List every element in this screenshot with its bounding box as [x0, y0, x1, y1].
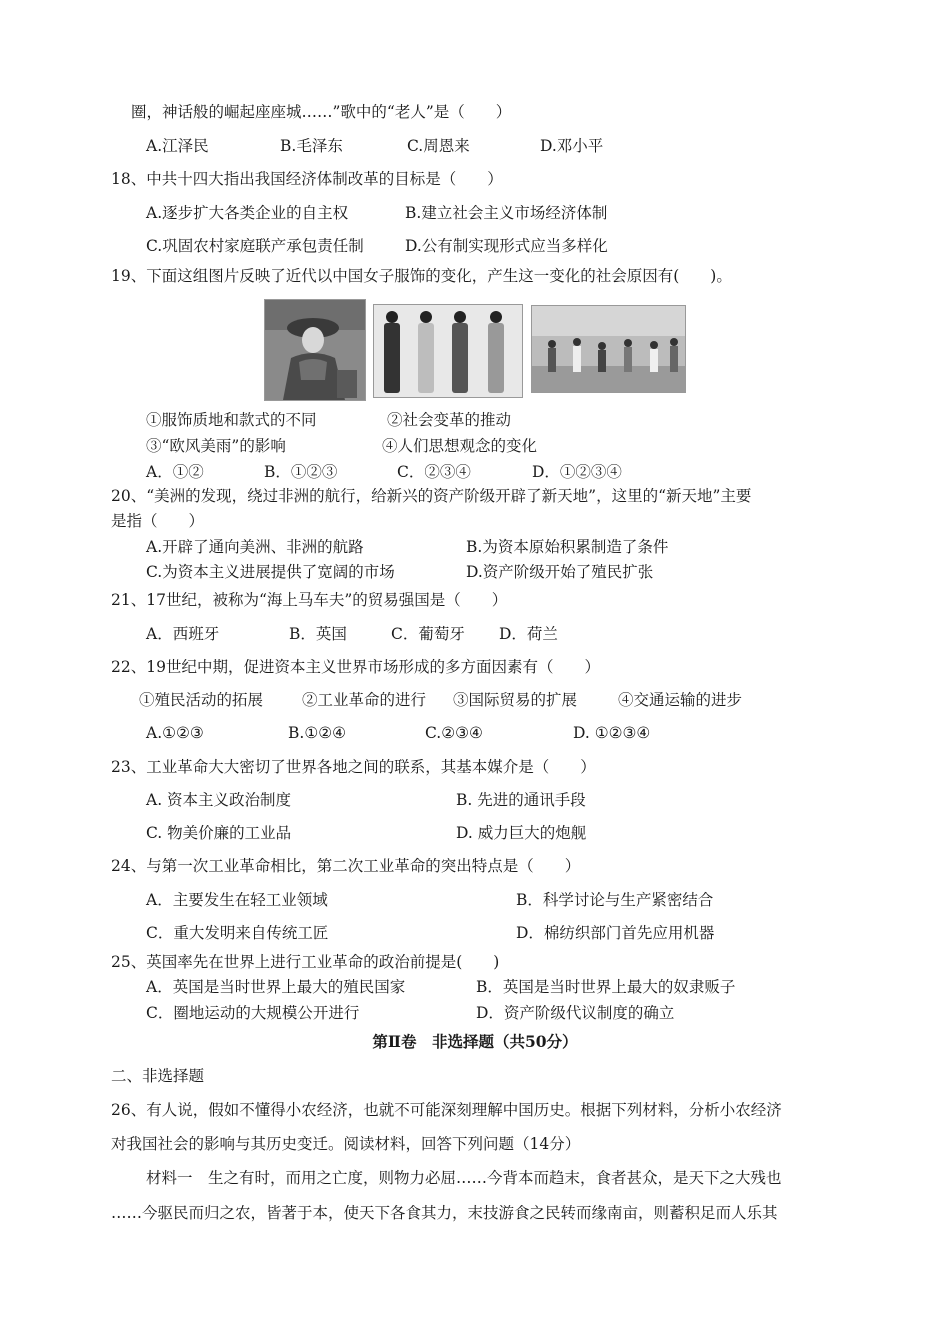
q20-option-a: A.开辟了通向美洲、非洲的航路	[146, 538, 364, 556]
q19-statement-1: ①服饰质地和款式的不同	[146, 411, 317, 429]
q18-option-c: C.巩固农村家庭联产承包责任制	[146, 237, 364, 255]
q22-option-d: D. ①②③④	[573, 724, 651, 742]
q26-material-1-line1: 材料一 生之有时，而用之亡度，则物力必屈……今背本而趋末，食者甚众，是天下之大残也	[146, 1169, 782, 1187]
qing-dynasty-woman-photo	[264, 299, 366, 401]
q25-option-d: D．资产阶级代议制度的确立	[476, 1004, 675, 1022]
section-heading: 二、非选择题	[111, 1067, 205, 1085]
q17-option-d: D.邓小平	[540, 137, 604, 155]
q19-statement-3: ③“欧风美雨”的影响	[146, 437, 286, 455]
q24-option-c: C．重大发明来自传统工匠	[146, 924, 329, 942]
republican-era-women-photo	[373, 304, 523, 398]
q17-option-b: B.毛泽东	[280, 137, 343, 155]
q24-option-b: B．科学讨论与生产紧密结合	[516, 891, 714, 909]
q20-stem-line2: 是指（ ）	[111, 512, 205, 530]
q19-statement-2: ②社会变革的推动	[387, 411, 512, 429]
q19-statement-4: ④人们思想观念的变化	[382, 437, 538, 455]
q24-option-a: A．主要发生在轻工业领域	[146, 891, 328, 909]
q18-stem: 18、中共十四大指出我国经济体制改革的目标是（ ）	[111, 170, 503, 188]
q21-option-b: B．英国	[289, 625, 347, 643]
q25-option-c: C．圈地运动的大规模公开进行	[146, 1004, 360, 1022]
q22-statement-2: ②工业革命的进行	[302, 691, 427, 709]
q23-option-c: C. 物美价廉的工业品	[146, 824, 292, 842]
q19-option-c: C．②③④	[397, 463, 471, 481]
q22-option-a: A.①②③	[146, 724, 204, 742]
q22-statement-3: ③国际贸易的扩展	[453, 691, 578, 709]
q20-option-d: D.资产阶级开始了殖民扩张	[466, 563, 654, 581]
q20-option-c: C.为资本主义进展提供了宽阔的市场	[146, 563, 395, 581]
q23-stem: 23、工业革命大大密切了世界各地之间的联系，其基本媒介是（ ）	[111, 758, 596, 776]
q21-option-d: D．荷兰	[499, 625, 558, 643]
q26-material-1-line2: ……今驱民而归之农，皆著于本，使天下各食其力，末技游食之民转而缘南亩，则蓄积足而人乐其	[111, 1204, 778, 1222]
q19-stem: 19、下面这组图片反映了近代以中国女子服饰的变化，产生这一变化的社会原因有( )。	[111, 267, 732, 285]
q21-stem: 21、17世纪，被称为“海上马车夫”的贸易强国是（ ）	[111, 591, 508, 609]
q22-stem: 22、19世纪中期，促进资本主义世界市场形成的多方面因素有（ ）	[111, 658, 600, 676]
q22-option-c: C.②③④	[425, 724, 483, 742]
q19-option-a: A．①②	[146, 463, 204, 481]
modern-street-crowd-photo	[531, 305, 686, 393]
q25-option-b: B．英国是当时世界上最大的奴隶贩子	[476, 978, 736, 996]
q21-option-c: C．葡萄牙	[391, 625, 465, 643]
q18-option-d: D.公有制实现形式应当多样化	[405, 237, 608, 255]
q23-option-b: B. 先进的通讯手段	[456, 791, 586, 809]
q19-option-d: D．①②③④	[532, 463, 622, 481]
q26-stem-line2: 对我国社会的影响与其历史变迁。阅读材料，回答下列问题（14分）	[111, 1135, 581, 1153]
q25-stem: 25、英国率先在世界上进行工业革命的政治前提是( )	[111, 953, 500, 971]
q20-stem-line1: 20、“美洲的发现，绕过非洲的航行，给新兴的资产阶级开辟了新天地”，这里的“新天地”主要	[111, 487, 752, 505]
q19-option-b: B．①②③	[264, 463, 338, 481]
q22-option-b: B.①②④	[288, 724, 347, 742]
q18-option-a: A.逐步扩大各类企业的自主权	[146, 204, 349, 222]
q23-option-d: D. 威力巨大的炮舰	[456, 824, 587, 842]
q17-stem-continued: 圈，神话般的崛起座座城……”歌中的“老人”是（ ）	[131, 103, 512, 121]
q26-stem-line1: 26、有人说，假如不懂得小农经济，也就不可能深刻理解中国历史。根据下列材料，分析小农经济	[111, 1101, 782, 1119]
q20-option-b: B.为资本原始积累制造了条件	[466, 538, 669, 556]
q22-statement-1: ①殖民活动的拓展	[139, 691, 264, 709]
q23-option-a: A. 资本主义政治制度	[146, 791, 292, 809]
q21-option-a: A．西班牙	[146, 625, 220, 643]
q22-statement-4: ④交通运输的进步	[618, 691, 743, 709]
q18-option-b: B.建立社会主义市场经济体制	[405, 204, 608, 222]
part2-title: 第Ⅱ卷 非选择题（共50分）	[372, 1032, 578, 1051]
q25-option-a: A．英国是当时世界上最大的殖民国家	[146, 978, 406, 996]
q17-option-c: C.周恩来	[407, 137, 470, 155]
q24-stem: 24、与第一次工业革命相比，第二次工业革命的突出特点是（ ）	[111, 857, 581, 875]
q24-option-d: D．棉纺织部门首先应用机器	[516, 924, 715, 942]
q17-option-a: A.江泽民	[146, 137, 209, 155]
